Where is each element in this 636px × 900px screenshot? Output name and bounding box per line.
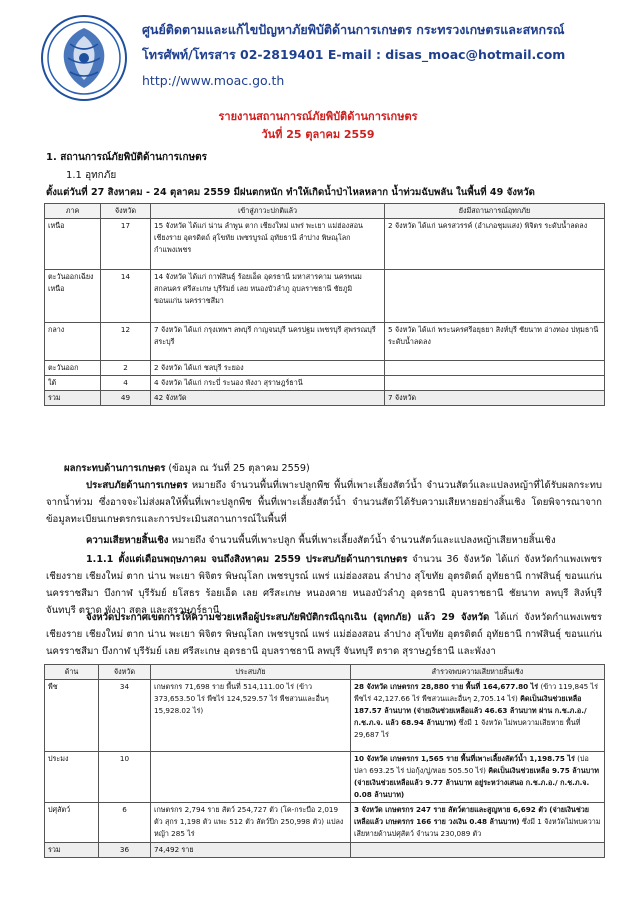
impact-heading-note: (ข้อมูล ณ วันที่ 25 ตุลาคม 2559) bbox=[168, 463, 310, 474]
loss-bold-2: คิดเป็นเงินช่วยเหลือ 9.75 ล้านบาท (จ่ายเงินช่วยเหลือแล้ว 9.77 ล้านบาท อยู่ระหว่างเสนอ ก.ช.ภ.อ./ ก.ช.ภ.จ. 0.08 ล้านบาท) bbox=[354, 766, 599, 799]
cell-total-affected: 74,492 ราย bbox=[151, 843, 351, 858]
table-header-row bbox=[45, 665, 605, 680]
cell-ongoing: 5 จังหวัด ได้แก่ พระนครศรีอยุธยา สิงห์บุรี ชัยนาท อ่างทอง ปทุมธานี ระดับน้ำลดลง bbox=[385, 323, 605, 361]
loss-bold: 28 จังหวัด เกษตรกร 28,880 ราย พื้นที่ 164,677.80 ไร่ bbox=[354, 682, 539, 691]
report-title: รายงานสถานการณ์ภัยพิบัติด้านการเกษตร bbox=[218, 110, 418, 123]
loss-text: (บ่อปลา 693.25 ไร่ บ่อกุ้ง/ปู/หอย 505.50 ไร่) bbox=[354, 754, 589, 775]
affected-definition bbox=[46, 477, 602, 528]
header-website-link[interactable]: http://www.moac.go.th bbox=[142, 73, 285, 88]
cell-total-label: รวม bbox=[45, 391, 101, 406]
cell-total-normal: 42 จังหวัด bbox=[151, 391, 385, 406]
cell-area: ปศุสัตว์ bbox=[45, 803, 99, 843]
col-affected: ประสบภัย bbox=[151, 665, 351, 680]
subsection-heading: 1.1 อุทกภัย bbox=[66, 170, 117, 181]
flood-summary: ตั้งแต่วันที่ 27 สิงหาคม - 24 ตุลาคม 2559 มีฝนตกหนัก ทำให้เกิดน้ำป่าไหลหลาก น้ำท่วมฉับพลัน ในพื้นที่ 49 จังหวัด bbox=[46, 187, 535, 198]
header-org-name: ศูนย์ติดตามและแก้ไขปัญหาภัยพิบัติด้านการเกษตร กระทรวงเกษตรและสหกรณ์ bbox=[142, 22, 565, 37]
cell-count: 2 bbox=[101, 361, 151, 376]
affected-label: ประสบภัยด้านการเกษตร bbox=[86, 480, 188, 491]
table-row bbox=[45, 270, 605, 323]
table-row bbox=[45, 219, 605, 270]
table-total-row bbox=[45, 843, 605, 858]
cell-area: พืช bbox=[45, 680, 99, 752]
loss-definition bbox=[46, 532, 602, 549]
cell-affected bbox=[151, 752, 351, 803]
loss-bold: 10 จังหวัด เกษตรกร 1,565 ราย พื้นที่เพาะเลี้ยงสัตว์น้ำ 1,198.75 ไร่ bbox=[354, 754, 575, 763]
loss-text-2: ซึ่งมี 1 จังหวัดไม่พบความเสียหายด้านปศุสัตว์ จำนวน 230,089 ตัว bbox=[354, 817, 601, 838]
table-row bbox=[45, 680, 605, 752]
flood-status-table bbox=[44, 203, 605, 406]
cell-region: ตะวันออกเฉียงเหนือ bbox=[45, 270, 101, 323]
cell-total-label: รวม bbox=[45, 843, 99, 858]
cell-ongoing bbox=[385, 376, 605, 391]
decl-bold: จังหวัดประกาศเขตการให้ความช่วยเหลือผู้ประสบภัยพิบัติกรณีฉุกเฉิน (อุทกภัย) แล้ว 29 จังหวัด bbox=[86, 612, 490, 623]
cell-ongoing: 2 จังหวัด ได้แก่ นครสวรรค์ (อำเภอชุมแสง) พิจิตร ระดับน้ำลดลง bbox=[385, 219, 605, 270]
cell-count: 6 bbox=[99, 803, 151, 843]
declaration-paragraph bbox=[46, 609, 602, 660]
table-row bbox=[45, 323, 605, 361]
cell-area: ประมง bbox=[45, 752, 99, 803]
cell-count: 14 bbox=[101, 270, 151, 323]
col-area: ด้าน bbox=[45, 665, 99, 680]
loss-label: ความเสียหายสิ้นเชิง bbox=[86, 535, 169, 546]
col-ongoing: ยังมีสถานการณ์อุทกภัย bbox=[385, 204, 605, 219]
table-row bbox=[45, 803, 605, 843]
table-row bbox=[45, 376, 605, 391]
cell-loss bbox=[351, 803, 605, 843]
header-contact: โทรศัพท์/โทรสาร 02-2819401 E-mail : disas_moac@hotmail.com bbox=[142, 47, 566, 62]
impact-heading: ผลกระทบด้านการเกษตร bbox=[64, 463, 166, 474]
cell-affected: เกษตรกร 71,698 ราย พื้นที่ 514,111.00 ไร่ (ข้าว 373,653.50 ไร่ พืชไร่ 124,529.57 ไร่ พืชสวนและอื่นๆ 15,928.02 ไร่) bbox=[151, 680, 351, 752]
loss-text: หมายถึง จำนวนพื้นที่เพาะปลูก พื้นที่เพาะเลี้ยงสัตว์น้ำ จำนวนสัตว์และแปลงหญ้าเสียหายสิ้นเชิง bbox=[171, 535, 556, 546]
col-count: จังหวัด bbox=[101, 204, 151, 219]
affected-text: หมายถึง จำนวนพื้นที่เพาะปลูกพืช พื้นที่เพาะเลี้ยงสัตว์น้ำ จำนวนสัตว์และแปลงหญ้าที่ได้รับผลกระทบจากน้ำท่วม ซึ่งอาจจะไม่ส่งผลให้พื้นที่เพาะปลูกพืช พื้นที่เพาะเลี้ยงสัตว์น้ำ จำนวนสัตว์ได้รับความเสียหายอย่างสิ้นเชิง โดยพิจารณาจากข้อมูลทะเบียนเกษตรกรและการประเมินสถานการณ์ในพื้นที่ bbox=[46, 480, 602, 525]
report-title-block bbox=[0, 108, 636, 144]
cell-normal: 4 จังหวัด ได้แก่ กระบี่ ระนอง พังงา สุราษฎร์ธานี bbox=[151, 376, 385, 391]
col-loss: สำรวจพบความเสียหายสิ้นเชิง bbox=[351, 665, 605, 680]
table-row bbox=[45, 752, 605, 803]
letterhead bbox=[40, 12, 620, 104]
col-count: จังหวัด bbox=[99, 665, 151, 680]
cell-count: 4 bbox=[101, 376, 151, 391]
table-header-row bbox=[45, 204, 605, 219]
loss-text-2: ซึ่งมี 1 จังหวัด ไม่พบความเสียหาย พื้นที่ 29,687 ไร่ bbox=[354, 718, 581, 739]
table-row bbox=[45, 361, 605, 376]
cell-count: 10 bbox=[99, 752, 151, 803]
cell-count: 12 bbox=[101, 323, 151, 361]
cell-region: กลาง bbox=[45, 323, 101, 361]
loss-bold: 3 จังหวัด เกษตรกร 247 ราย สัตว์ตายและสูญหาย 6,692 ตัว bbox=[354, 805, 547, 814]
cell-total-loss bbox=[351, 843, 605, 858]
loss-text: (ข้าว 119,845 ไร่ พืชไร่ 42,127.66 ไร่ พืชสวนและอื่นๆ 2,705.14 ไร่) bbox=[354, 682, 598, 703]
loss-bold-2: (จ่ายเงินช่วยเหลือแล้ว เกษตรกร 166 ราย วงเงิน 0.48 ล้านบาท) bbox=[354, 805, 589, 826]
impact-heading-line bbox=[64, 461, 310, 476]
cell-normal: 2 จังหวัด ได้แก่ ชลบุรี ระยอง bbox=[151, 361, 385, 376]
decl-text: ได้แก่ จังหวัดกำแพงเพชร เชียงราย เชียงใหม่ ตาก น่าน พะเยา พิจิตร พิษณุโลก เพชรบูรณ์ แพร่ แม่ฮ่องสอน ลำปาง สุโขทัย อุตรดิตถ์ อุทัยธานี กาฬสินธุ์ ขอนแก่น นครราชสีมา บึงกาฬ บุรีรัมย์ เลย ศรีสะเกษ อุดรธานี อุบลราชธานี ลพบุรี จันทบุรี ตราด สุราษฎร์ธานี และพังงา bbox=[46, 612, 602, 657]
cell-region: เหนือ bbox=[45, 219, 101, 270]
section-heading: 1. สถานการณ์ภัยพิบัติด้านการเกษตร bbox=[46, 152, 207, 163]
cell-region: ใต้ bbox=[45, 376, 101, 391]
cell-ongoing bbox=[385, 361, 605, 376]
cell-total-count: 49 bbox=[101, 391, 151, 406]
cell-count: 17 bbox=[101, 219, 151, 270]
cell-total-ongoing: 7 จังหวัด bbox=[385, 391, 605, 406]
cell-normal: 15 จังหวัด ได้แก่ น่าน ลำพูน ตาก เชียงใหม่ แพร่ พะเยา แม่ฮ่องสอน เชียงราย อุตรดิตถ์ สุโขทัย เพชรบูรณ์ อุทัยธานี ลำปาง พิษณุโลก กำแพงเพชร bbox=[151, 219, 385, 270]
report-date: วันที่ 25 ตุลาคม 2559 bbox=[261, 128, 375, 141]
cell-loss bbox=[351, 680, 605, 752]
cell-affected: เกษตรกร 2,794 ราย สัตว์ 254,727 ตัว (โค-กระบือ 2,019 ตัว สุกร 1,198 ตัว แพะ 512 ตัว สัตว์ปีก 250,998 ตัว) แปลงหญ้า 285 ไร่ bbox=[151, 803, 351, 843]
cell-total-count: 36 bbox=[99, 843, 151, 858]
p111-text: จำนวน 36 จังหวัด ได้แก่ จังหวัดกำแพงเพชร เชียงราย เชียงใหม่ ตาก น่าน พะเยา พิจิตร พิษณุโลก เพชรบูรณ์ แพร่ แม่ฮ่องสอน ลำปาง สุโขทัย อุตรดิตถ์ อุทัยธานี กาฬสินธุ์ ขอนแก่น นครราชสีมา บึงกาฬ บุรีรัมย์ ยโสธร ร้อยเอ็ด เลย ศรีสะเกษ หนองคาย หนองบัวลำภู อุดรธานี อุบลราชธานี ชัยนาท ลพบุรี สิงห์บุรี จันทบุรี ตราด พังงา สตูล และสุราษฎร์ธานี bbox=[46, 554, 602, 616]
col-region: ภาค bbox=[45, 204, 101, 219]
damage-table bbox=[44, 664, 605, 858]
col-normal: เข้าสู่ภาวะปกติแล้ว bbox=[151, 204, 385, 219]
p111-bold: 1.1.1 ตั้งแต่เดือนพฤษภาคม จนถึงสิงหาคม 2559 ประสบภัยด้านการเกษตร bbox=[86, 554, 408, 565]
cell-region: ตะวันออก bbox=[45, 361, 101, 376]
cell-loss bbox=[351, 752, 605, 803]
table-total-row bbox=[45, 391, 605, 406]
loss-bold-2: คิดเป็นเงินช่วยเหลือ 187.57 ล้านบาท (จ่ายเงินช่วยเหลือแล้ว 46.63 ล้านบาท ผ่าน ก.ช.ภ.อ./ ก.ช.ภ.จ. แล้ว 68.94 ล้านบาท) bbox=[354, 694, 587, 727]
cell-ongoing bbox=[385, 270, 605, 323]
cell-normal: 7 จังหวัด ได้แก่ กรุงเทพฯ ลพบุรี กาญจนบุรี นครปฐม เพชรบุรี สุพรรณบุรี สระบุรี bbox=[151, 323, 385, 361]
cell-count: 34 bbox=[99, 680, 151, 752]
ministry-seal-logo bbox=[40, 14, 128, 102]
cell-normal: 14 จังหวัด ได้แก่ กาฬสินธุ์ ร้อยเอ็ด อุดรธานี มหาสารคาม นครพนม สกลนคร ศรีสะเกษ บุรีรัมย์ เลย หนองบัวลำภู อุบลราชธานี ชัยภูมิ ขอนแก่น นครราชสีมา bbox=[151, 270, 385, 323]
